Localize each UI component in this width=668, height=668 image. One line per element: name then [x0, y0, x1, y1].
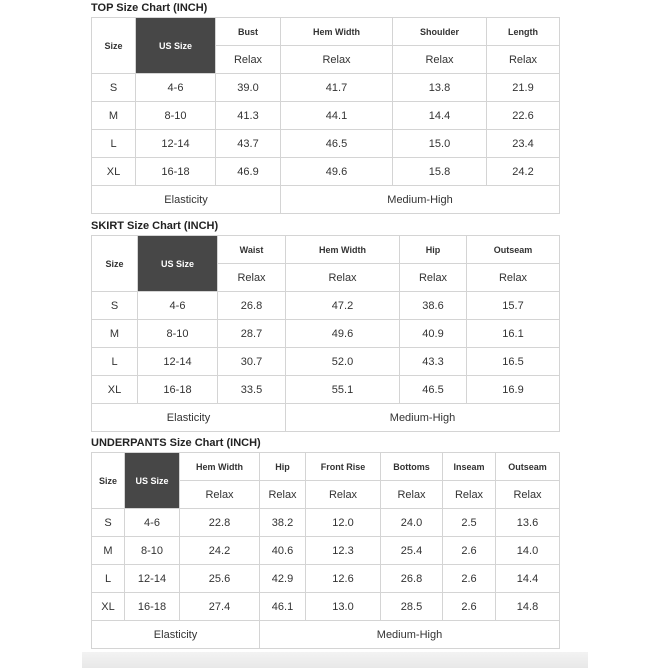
value-cell: 46.5: [281, 130, 393, 158]
value-cell: 22.6: [487, 102, 560, 130]
value-cell: 22.8: [180, 509, 260, 537]
us-size-cell: 12-14: [136, 130, 216, 158]
size-cell: L: [92, 565, 125, 593]
value-cell: 2.6: [443, 537, 496, 565]
column-header: Hem Width: [286, 236, 400, 264]
table-row: [92, 537, 560, 565]
fit-cell: Relax: [381, 481, 443, 509]
column-header: Inseam: [443, 453, 496, 481]
value-cell: 40.6: [260, 537, 306, 565]
column-header: Outseam: [496, 453, 560, 481]
value-cell: 28.7: [218, 320, 286, 348]
elasticity-value: Medium-High: [281, 186, 560, 214]
size-cell: XL: [92, 158, 136, 186]
value-cell: 44.1: [281, 102, 393, 130]
fit-cell: Relax: [393, 46, 487, 74]
table-row: [92, 292, 560, 320]
value-cell: 14.4: [496, 565, 560, 593]
value-cell: 12.6: [306, 565, 381, 593]
us-size-cell: 12-14: [125, 565, 180, 593]
elasticity-row: [92, 404, 560, 432]
value-cell: 24.2: [180, 537, 260, 565]
column-header: Front Rise: [306, 453, 381, 481]
size-table: [91, 17, 560, 214]
fit-cell: Relax: [286, 264, 400, 292]
us-size-cell: 8-10: [138, 320, 218, 348]
value-cell: 27.4: [180, 593, 260, 621]
value-cell: 26.8: [381, 565, 443, 593]
value-cell: 49.6: [281, 158, 393, 186]
fit-cell: Relax: [400, 264, 467, 292]
value-cell: 55.1: [286, 376, 400, 404]
value-cell: 38.6: [400, 292, 467, 320]
table-row: [92, 74, 560, 102]
size-table: [91, 235, 560, 432]
value-cell: 43.7: [216, 130, 281, 158]
value-cell: 21.9: [487, 74, 560, 102]
table-row: [92, 593, 560, 621]
section-title: UNDERPANTS Size Chart (INCH): [91, 437, 261, 449]
size-cell: XL: [92, 376, 138, 404]
column-header: Bust: [216, 18, 281, 46]
size-cell: L: [92, 348, 138, 376]
column-header: Length: [487, 18, 560, 46]
elasticity-value: Medium-High: [260, 621, 560, 649]
section-title: SKIRT Size Chart (INCH): [91, 220, 219, 232]
us-size-header: US Size: [138, 236, 218, 292]
value-cell: 15.7: [467, 292, 560, 320]
value-cell: 46.5: [400, 376, 467, 404]
value-cell: 16.5: [467, 348, 560, 376]
value-cell: 14.8: [496, 593, 560, 621]
size-cell: L: [92, 130, 136, 158]
value-cell: 15.0: [393, 130, 487, 158]
value-cell: 14.0: [496, 537, 560, 565]
us-size-cell: 16-18: [125, 593, 180, 621]
value-cell: 43.3: [400, 348, 467, 376]
us-size-header: US Size: [125, 453, 180, 509]
value-cell: 26.8: [218, 292, 286, 320]
value-cell: 14.4: [393, 102, 487, 130]
column-header: Outseam: [467, 236, 560, 264]
value-cell: 2.6: [443, 565, 496, 593]
us-size-cell: 4-6: [138, 292, 218, 320]
elasticity-label: Elasticity: [92, 404, 286, 432]
value-cell: 25.4: [381, 537, 443, 565]
us-size-cell: 8-10: [125, 537, 180, 565]
us-size-cell: 16-18: [136, 158, 216, 186]
value-cell: 23.4: [487, 130, 560, 158]
value-cell: 24.2: [487, 158, 560, 186]
value-cell: 15.8: [393, 158, 487, 186]
table-row: [92, 565, 560, 593]
fit-cell: Relax: [281, 46, 393, 74]
us-size-cell: 12-14: [138, 348, 218, 376]
value-cell: 39.0: [216, 74, 281, 102]
size-cell: M: [92, 537, 125, 565]
column-header: Bottoms: [381, 453, 443, 481]
fit-cell: Relax: [467, 264, 560, 292]
elasticity-row: [92, 621, 560, 649]
size-cell: XL: [92, 593, 125, 621]
value-cell: 25.6: [180, 565, 260, 593]
column-header: Hip: [400, 236, 467, 264]
size-cell: M: [92, 102, 136, 130]
value-cell: 41.3: [216, 102, 281, 130]
value-cell: 13.6: [496, 509, 560, 537]
column-header: Waist: [218, 236, 286, 264]
us-size-cell: 8-10: [136, 102, 216, 130]
table-row: [92, 376, 560, 404]
elasticity-label: Elasticity: [92, 621, 260, 649]
value-cell: 46.1: [260, 593, 306, 621]
value-cell: 30.7: [218, 348, 286, 376]
size-header: Size: [92, 453, 125, 509]
skirt-size-chart: [91, 218, 559, 432]
size-cell: S: [92, 292, 138, 320]
value-cell: 49.6: [286, 320, 400, 348]
table-row: [92, 130, 560, 158]
value-cell: 40.9: [400, 320, 467, 348]
elasticity-label: Elasticity: [92, 186, 281, 214]
size-cell: S: [92, 74, 136, 102]
size-table: [91, 452, 560, 649]
elasticity-value: Medium-High: [286, 404, 560, 432]
top-size-chart: [91, 0, 559, 214]
value-cell: 16.9: [467, 376, 560, 404]
table-row: [92, 348, 560, 376]
size-cell: S: [92, 509, 125, 537]
underpants-size-chart: [91, 435, 559, 649]
fit-cell: Relax: [260, 481, 306, 509]
value-cell: 28.5: [381, 593, 443, 621]
table-row: [92, 102, 560, 130]
value-cell: 47.2: [286, 292, 400, 320]
value-cell: 52.0: [286, 348, 400, 376]
elasticity-row: [92, 186, 560, 214]
value-cell: 38.2: [260, 509, 306, 537]
value-cell: 42.9: [260, 565, 306, 593]
fit-cell: Relax: [487, 46, 560, 74]
fit-cell: Relax: [496, 481, 560, 509]
size-header: Size: [92, 236, 138, 292]
us-size-cell: 4-6: [125, 509, 180, 537]
size-header: Size: [92, 18, 136, 74]
column-header: Hem Width: [180, 453, 260, 481]
us-size-header: US Size: [136, 18, 216, 74]
fit-cell: Relax: [180, 481, 260, 509]
fit-cell: Relax: [443, 481, 496, 509]
value-cell: 13.0: [306, 593, 381, 621]
value-cell: 2.5: [443, 509, 496, 537]
section-title: TOP Size Chart (INCH): [91, 2, 208, 14]
value-cell: 46.9: [216, 158, 281, 186]
table-row: [92, 320, 560, 348]
value-cell: 13.8: [393, 74, 487, 102]
fit-cell: Relax: [306, 481, 381, 509]
value-cell: 33.5: [218, 376, 286, 404]
table-row: [92, 158, 560, 186]
column-header: Hem Width: [281, 18, 393, 46]
size-cell: M: [92, 320, 138, 348]
value-cell: 12.0: [306, 509, 381, 537]
column-header: Hip: [260, 453, 306, 481]
us-size-cell: 4-6: [136, 74, 216, 102]
value-cell: 2.6: [443, 593, 496, 621]
bottom-shadow-strip: [82, 652, 588, 668]
fit-cell: Relax: [218, 264, 286, 292]
column-header: Shoulder: [393, 18, 487, 46]
value-cell: 16.1: [467, 320, 560, 348]
value-cell: 24.0: [381, 509, 443, 537]
value-cell: 12.3: [306, 537, 381, 565]
table-row: [92, 509, 560, 537]
us-size-cell: 16-18: [138, 376, 218, 404]
value-cell: 41.7: [281, 74, 393, 102]
fit-cell: Relax: [216, 46, 281, 74]
